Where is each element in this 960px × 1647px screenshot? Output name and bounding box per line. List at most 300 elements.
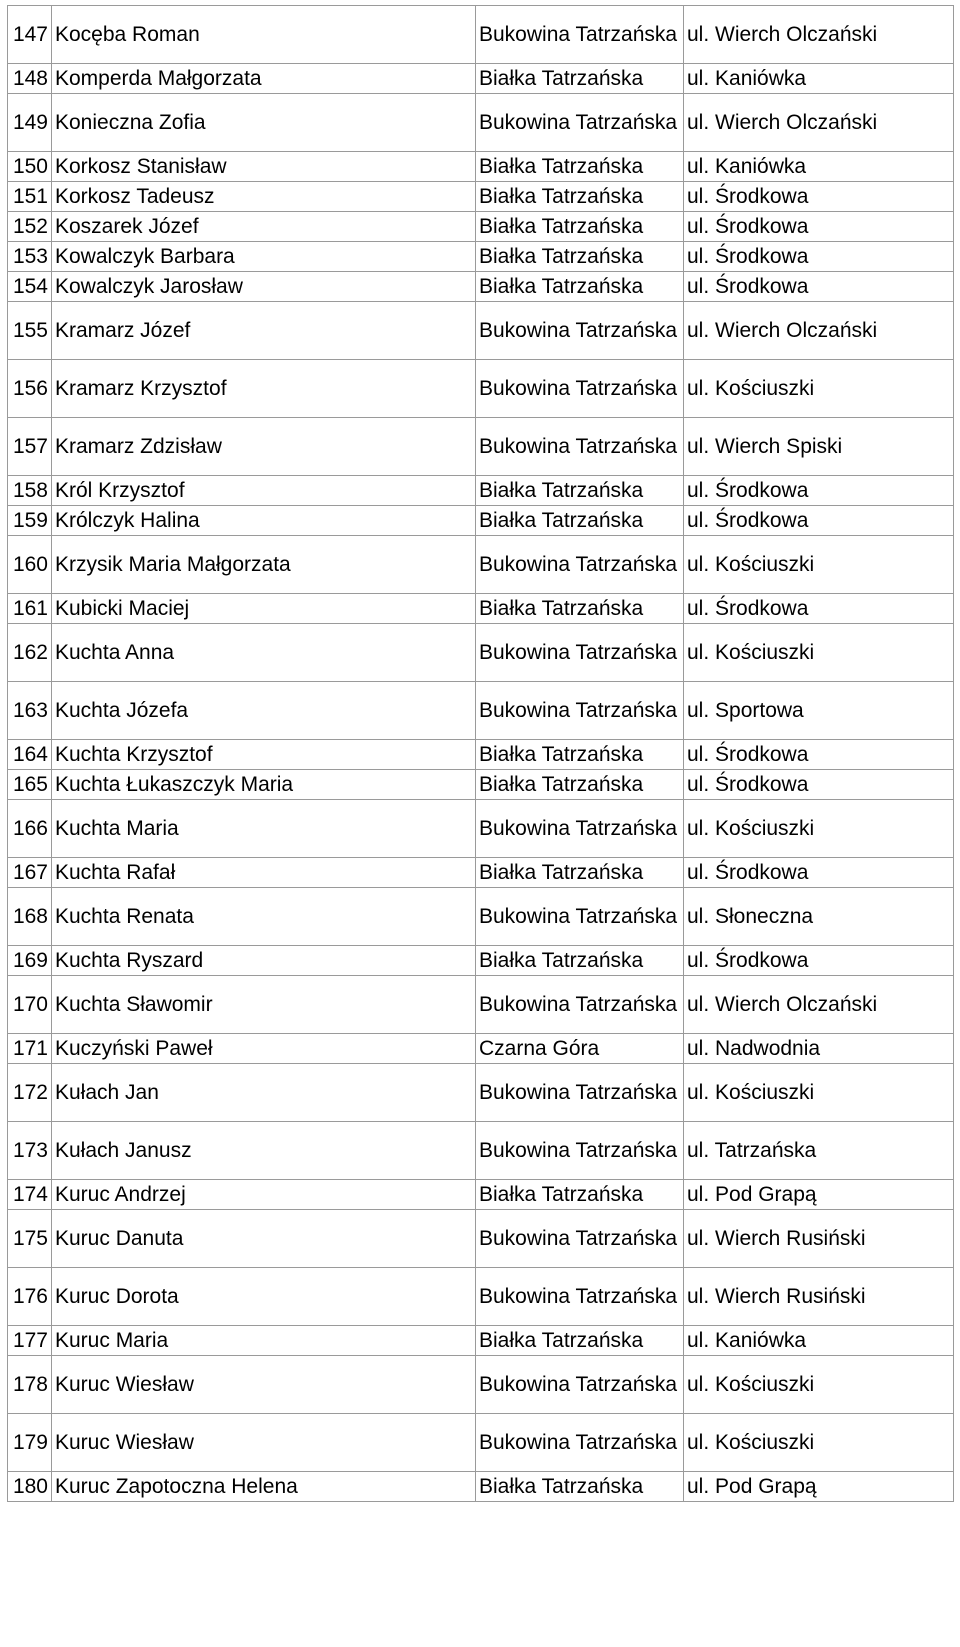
town-name: Białka Tatrzańska — [479, 66, 644, 90]
table-row — [8, 536, 954, 594]
person-name: Kuchta Rafał — [55, 860, 176, 884]
row-number-cell — [8, 418, 52, 476]
street-name: ul. Wierch Rusiński — [687, 1226, 866, 1250]
town-name: Bukowina Tatrzańska — [479, 434, 678, 458]
street-name-cell — [684, 1356, 954, 1414]
row-number: 173 — [12, 1138, 48, 1162]
person-name-cell — [52, 976, 476, 1034]
person-name-cell — [52, 770, 476, 800]
table-row — [8, 212, 954, 242]
street-name: ul. Słoneczna — [687, 904, 814, 928]
row-number-cell — [8, 182, 52, 212]
street-name-cell — [684, 212, 954, 242]
street-name-cell — [684, 1064, 954, 1122]
table-row — [8, 1064, 954, 1122]
town-name: Czarna Góra — [479, 1036, 600, 1060]
row-number: 165 — [12, 772, 48, 796]
town-name: Białka Tatrzańska — [479, 860, 644, 884]
row-number-cell — [8, 976, 52, 1034]
person-name: Kuczyński Paweł — [55, 1036, 213, 1060]
person-name: Kramarz Zdzisław — [55, 434, 222, 458]
row-number: 171 — [12, 1036, 48, 1060]
street-name: ul. Wierch Spiski — [687, 434, 843, 458]
street-name: ul. Środkowa — [687, 948, 809, 972]
table-row — [8, 858, 954, 888]
street-name-cell — [684, 152, 954, 182]
town-name: Bukowina Tatrzańska — [479, 816, 678, 840]
town-name: Białka Tatrzańska — [479, 1474, 644, 1498]
row-number-cell — [8, 1356, 52, 1414]
person-name-cell — [52, 302, 476, 360]
street-name-cell — [684, 506, 954, 536]
registry-table-body — [8, 6, 954, 1502]
person-name-cell — [52, 152, 476, 182]
town-name: Bukowina Tatrzańska — [479, 22, 678, 46]
town-name-cell — [476, 1210, 684, 1268]
person-name: Korkosz Tadeusz — [55, 184, 215, 208]
row-number: 149 — [12, 110, 48, 134]
person-name: Kuchta Anna — [55, 640, 175, 664]
row-number-cell — [8, 1472, 52, 1502]
row-number-cell — [8, 682, 52, 740]
table-row — [8, 594, 954, 624]
row-number-cell — [8, 1326, 52, 1356]
table-row — [8, 506, 954, 536]
row-number: 178 — [12, 1372, 48, 1396]
person-name: Kowalczyk Barbara — [55, 244, 235, 268]
person-name-cell — [52, 946, 476, 976]
person-name-cell — [52, 182, 476, 212]
street-name: ul. Wierch Olczański — [687, 992, 878, 1016]
row-number: 147 — [12, 22, 48, 46]
street-name: ul. Kościuszki — [687, 816, 815, 840]
street-name-cell — [684, 740, 954, 770]
person-name-cell — [52, 506, 476, 536]
row-number: 168 — [12, 904, 48, 928]
street-name-cell — [684, 888, 954, 946]
person-name: Konieczna Zofia — [55, 110, 206, 134]
person-name-cell — [52, 360, 476, 418]
row-number: 155 — [12, 318, 48, 342]
town-name: Białka Tatrzańska — [479, 244, 644, 268]
person-name: Korkosz Stanisław — [55, 154, 227, 178]
town-name: Białka Tatrzańska — [479, 154, 644, 178]
street-name-cell — [684, 800, 954, 858]
row-number-cell — [8, 302, 52, 360]
person-name: Kuchta Krzysztof — [55, 742, 213, 766]
town-name-cell — [476, 152, 684, 182]
person-name: Kuchta Sławomir — [55, 992, 213, 1016]
street-name: ul. Kaniówka — [687, 66, 807, 90]
row-number-cell — [8, 624, 52, 682]
street-name-cell — [684, 64, 954, 94]
table-row — [8, 946, 954, 976]
street-name-cell — [684, 1180, 954, 1210]
person-name-cell — [52, 1210, 476, 1268]
street-name-cell — [684, 624, 954, 682]
town-name-cell — [476, 272, 684, 302]
table-row — [8, 800, 954, 858]
person-name-cell — [52, 418, 476, 476]
person-name: Kuruc Zapotoczna Helena — [55, 1474, 298, 1498]
town-name-cell — [476, 1326, 684, 1356]
town-name-cell — [476, 182, 684, 212]
person-name: Kuchta Łukaszczyk Maria — [55, 772, 294, 796]
person-name: Komperda Małgorzata — [55, 66, 262, 90]
town-name-cell — [476, 594, 684, 624]
table-row — [8, 476, 954, 506]
street-name: ul. Środkowa — [687, 274, 809, 298]
person-name-cell — [52, 272, 476, 302]
person-name: Krzysik Maria Małgorzata — [55, 552, 291, 576]
town-name-cell — [476, 1034, 684, 1064]
town-name: Bukowina Tatrzańska — [479, 698, 678, 722]
street-name-cell — [684, 536, 954, 594]
row-number-cell — [8, 740, 52, 770]
street-name-cell — [684, 1472, 954, 1502]
table-row — [8, 94, 954, 152]
town-name-cell — [476, 418, 684, 476]
town-name-cell — [476, 6, 684, 64]
street-name: ul. Kaniówka — [687, 154, 807, 178]
person-name: Kuruc Wiesław — [55, 1430, 194, 1454]
person-name-cell — [52, 1122, 476, 1180]
row-number: 151 — [12, 184, 48, 208]
person-name: Kocęba Roman — [55, 22, 200, 46]
row-number-cell — [8, 152, 52, 182]
row-number: 170 — [12, 992, 48, 1016]
row-number-cell — [8, 242, 52, 272]
town-name-cell — [476, 946, 684, 976]
street-name: ul. Wierch Olczański — [687, 318, 878, 342]
table-row — [8, 740, 954, 770]
street-name: ul. Środkowa — [687, 214, 809, 238]
street-name-cell — [684, 242, 954, 272]
town-name-cell — [476, 976, 684, 1034]
street-name-cell — [684, 272, 954, 302]
town-name: Bukowina Tatrzańska — [479, 110, 678, 134]
town-name: Bukowina Tatrzańska — [479, 318, 678, 342]
row-number: 162 — [12, 640, 48, 664]
street-name-cell — [684, 1414, 954, 1472]
street-name: ul. Kościuszki — [687, 1080, 815, 1104]
row-number-cell — [8, 1064, 52, 1122]
person-name-cell — [52, 1472, 476, 1502]
street-name-cell — [684, 594, 954, 624]
table-row — [8, 888, 954, 946]
row-number-cell — [8, 1122, 52, 1180]
table-row — [8, 360, 954, 418]
street-name: ul. Środkowa — [687, 244, 809, 268]
row-number: 160 — [12, 552, 48, 576]
person-name: Kuchta Ryszard — [55, 948, 204, 972]
table-row — [8, 6, 954, 64]
person-name-cell — [52, 800, 476, 858]
person-name: Kuruc Danuta — [55, 1226, 184, 1250]
town-name: Białka Tatrzańska — [479, 1328, 644, 1352]
town-name-cell — [476, 1356, 684, 1414]
town-name: Białka Tatrzańska — [479, 1182, 644, 1206]
street-name: ul. Kaniówka — [687, 1328, 807, 1352]
town-name: Bukowina Tatrzańska — [479, 992, 678, 1016]
row-number: 169 — [12, 948, 48, 972]
town-name-cell — [476, 64, 684, 94]
street-name: ul. Kościuszki — [687, 1430, 815, 1454]
town-name-cell — [476, 476, 684, 506]
table-row — [8, 302, 954, 360]
street-name: ul. Sportowa — [687, 698, 804, 722]
person-name-cell — [52, 94, 476, 152]
person-name-cell — [52, 624, 476, 682]
person-name-cell — [52, 1326, 476, 1356]
town-name-cell — [476, 800, 684, 858]
street-name-cell — [684, 858, 954, 888]
table-row — [8, 1210, 954, 1268]
person-name: Kubicki Maciej — [55, 596, 190, 620]
town-name: Bukowina Tatrzańska — [479, 552, 678, 576]
town-name: Białka Tatrzańska — [479, 508, 644, 532]
street-name: ul. Środkowa — [687, 184, 809, 208]
town-name-cell — [476, 770, 684, 800]
person-name-cell — [52, 740, 476, 770]
table-row — [8, 624, 954, 682]
row-number-cell — [8, 360, 52, 418]
street-name: ul. Środkowa — [687, 478, 809, 502]
town-name: Bukowina Tatrzańska — [479, 1284, 678, 1308]
row-number: 163 — [12, 698, 48, 722]
street-name-cell — [684, 1122, 954, 1180]
town-name-cell — [476, 360, 684, 418]
town-name: Białka Tatrzańska — [479, 478, 644, 502]
table-row — [8, 1326, 954, 1356]
person-name-cell — [52, 1064, 476, 1122]
table-row — [8, 418, 954, 476]
table-row — [8, 682, 954, 740]
street-name: ul. Wierch Rusiński — [687, 1284, 866, 1308]
person-name: Kuruc Andrzej — [55, 1182, 186, 1206]
person-name: Koszarek Józef — [55, 214, 199, 238]
row-number: 175 — [12, 1226, 48, 1250]
person-name: Kuchta Renata — [55, 904, 194, 928]
street-name-cell — [684, 1210, 954, 1268]
town-name-cell — [476, 624, 684, 682]
row-number-cell — [8, 1414, 52, 1472]
row-number: 148 — [12, 66, 48, 90]
town-name: Bukowina Tatrzańska — [479, 1226, 678, 1250]
row-number-cell — [8, 272, 52, 302]
row-number: 164 — [12, 742, 48, 766]
row-number-cell — [8, 770, 52, 800]
person-name-cell — [52, 242, 476, 272]
row-number: 156 — [12, 376, 48, 400]
table-row — [8, 182, 954, 212]
street-name: ul. Środkowa — [687, 860, 809, 884]
table-row — [8, 242, 954, 272]
street-name: ul. Środkowa — [687, 742, 809, 766]
row-number-cell — [8, 212, 52, 242]
person-name: Kuchta Maria — [55, 816, 179, 840]
row-number: 158 — [12, 478, 48, 502]
table-row — [8, 770, 954, 800]
registry-table — [7, 5, 954, 1502]
row-number-cell — [8, 536, 52, 594]
town-name: Białka Tatrzańska — [479, 772, 644, 796]
row-number: 166 — [12, 816, 48, 840]
row-number-cell — [8, 1268, 52, 1326]
person-name-cell — [52, 1414, 476, 1472]
street-name: ul. Kościuszki — [687, 376, 815, 400]
town-name: Białka Tatrzańska — [479, 274, 644, 298]
person-name-cell — [52, 594, 476, 624]
town-name-cell — [476, 682, 684, 740]
row-number: 174 — [12, 1182, 48, 1206]
person-name-cell — [52, 6, 476, 64]
person-name: Królczyk Halina — [55, 508, 200, 532]
street-name-cell — [684, 476, 954, 506]
person-name: Kułach Janusz — [55, 1138, 192, 1162]
row-number: 180 — [12, 1474, 48, 1498]
street-name: ul. Wierch Olczański — [687, 110, 878, 134]
town-name-cell — [476, 302, 684, 360]
row-number: 172 — [12, 1080, 48, 1104]
street-name: ul. Środkowa — [687, 596, 809, 620]
table-row — [8, 152, 954, 182]
person-name: Kuruc Wiesław — [55, 1372, 194, 1396]
person-name: Kowalczyk Jarosław — [55, 274, 243, 298]
street-name-cell — [684, 682, 954, 740]
person-name-cell — [52, 1034, 476, 1064]
town-name-cell — [476, 242, 684, 272]
row-number: 153 — [12, 244, 48, 268]
row-number-cell — [8, 800, 52, 858]
person-name-cell — [52, 64, 476, 94]
street-name-cell — [684, 1034, 954, 1064]
town-name: Bukowina Tatrzańska — [479, 640, 678, 664]
street-name: ul. Tatrzańska — [687, 1138, 817, 1162]
row-number: 179 — [12, 1430, 48, 1454]
table-row — [8, 272, 954, 302]
table-row — [8, 1414, 954, 1472]
row-number-cell — [8, 1034, 52, 1064]
town-name: Bukowina Tatrzańska — [479, 1080, 678, 1104]
town-name-cell — [476, 1180, 684, 1210]
street-name: ul. Środkowa — [687, 772, 809, 796]
row-number-cell — [8, 6, 52, 64]
street-name: ul. Kościuszki — [687, 640, 815, 664]
table-row — [8, 1268, 954, 1326]
table-row — [8, 1034, 954, 1064]
row-number-cell — [8, 476, 52, 506]
town-name: Białka Tatrzańska — [479, 184, 644, 208]
person-name: Kułach Jan — [55, 1080, 159, 1104]
row-number-cell — [8, 946, 52, 976]
town-name: Białka Tatrzańska — [479, 214, 644, 238]
street-name-cell — [684, 360, 954, 418]
town-name-cell — [476, 212, 684, 242]
row-number-cell — [8, 1180, 52, 1210]
town-name: Białka Tatrzańska — [479, 948, 644, 972]
town-name-cell — [476, 94, 684, 152]
row-number-cell — [8, 858, 52, 888]
town-name-cell — [476, 506, 684, 536]
street-name: ul. Pod Grapą — [687, 1474, 817, 1498]
street-name-cell — [684, 976, 954, 1034]
street-name-cell — [684, 1268, 954, 1326]
person-name: Kuchta Józefa — [55, 698, 189, 722]
row-number-cell — [8, 1210, 52, 1268]
town-name-cell — [476, 1122, 684, 1180]
street-name: ul. Kościuszki — [687, 552, 815, 576]
row-number: 176 — [12, 1284, 48, 1308]
street-name-cell — [684, 6, 954, 64]
row-number: 157 — [12, 434, 48, 458]
person-name-cell — [52, 682, 476, 740]
street-name: ul. Pod Grapą — [687, 1182, 817, 1206]
row-number-cell — [8, 94, 52, 152]
row-number-cell — [8, 594, 52, 624]
town-name-cell — [476, 740, 684, 770]
table-row — [8, 1180, 954, 1210]
person-name: Kramarz Józef — [55, 318, 191, 342]
street-name: ul. Wierch Olczański — [687, 22, 878, 46]
street-name-cell — [684, 302, 954, 360]
town-name-cell — [476, 1472, 684, 1502]
person-name-cell — [52, 1268, 476, 1326]
person-name-cell — [52, 1356, 476, 1414]
person-name-cell — [52, 888, 476, 946]
town-name-cell — [476, 1268, 684, 1326]
street-name-cell — [684, 94, 954, 152]
street-name: ul. Kościuszki — [687, 1372, 815, 1396]
row-number: 150 — [12, 154, 48, 178]
street-name-cell — [684, 770, 954, 800]
street-name: ul. Środkowa — [687, 508, 809, 532]
street-name-cell — [684, 1326, 954, 1356]
table-row — [8, 1472, 954, 1502]
street-name: ul. Nadwodnia — [687, 1036, 821, 1060]
town-name: Bukowina Tatrzańska — [479, 1138, 678, 1162]
row-number: 161 — [12, 596, 48, 620]
town-name-cell — [476, 1414, 684, 1472]
town-name: Bukowina Tatrzańska — [479, 376, 678, 400]
row-number: 159 — [12, 508, 48, 532]
person-name: Kuruc Dorota — [55, 1284, 179, 1308]
street-name-cell — [684, 946, 954, 976]
town-name-cell — [476, 858, 684, 888]
table-row — [8, 1356, 954, 1414]
row-number: 177 — [12, 1328, 48, 1352]
table-row — [8, 1122, 954, 1180]
row-number: 167 — [12, 860, 48, 884]
person-name: Kramarz Krzysztof — [55, 376, 227, 400]
person-name-cell — [52, 858, 476, 888]
table-row — [8, 976, 954, 1034]
person-name-cell — [52, 536, 476, 594]
person-name-cell — [52, 212, 476, 242]
row-number-cell — [8, 506, 52, 536]
town-name-cell — [476, 536, 684, 594]
town-name: Białka Tatrzańska — [479, 742, 644, 766]
person-name-cell — [52, 476, 476, 506]
town-name-cell — [476, 1064, 684, 1122]
table-row — [8, 64, 954, 94]
town-name: Białka Tatrzańska — [479, 596, 644, 620]
town-name-cell — [476, 888, 684, 946]
person-name-cell — [52, 1180, 476, 1210]
person-name: Król Krzysztof — [55, 478, 185, 502]
person-name: Kuruc Maria — [55, 1328, 169, 1352]
town-name: Bukowina Tatrzańska — [479, 904, 678, 928]
